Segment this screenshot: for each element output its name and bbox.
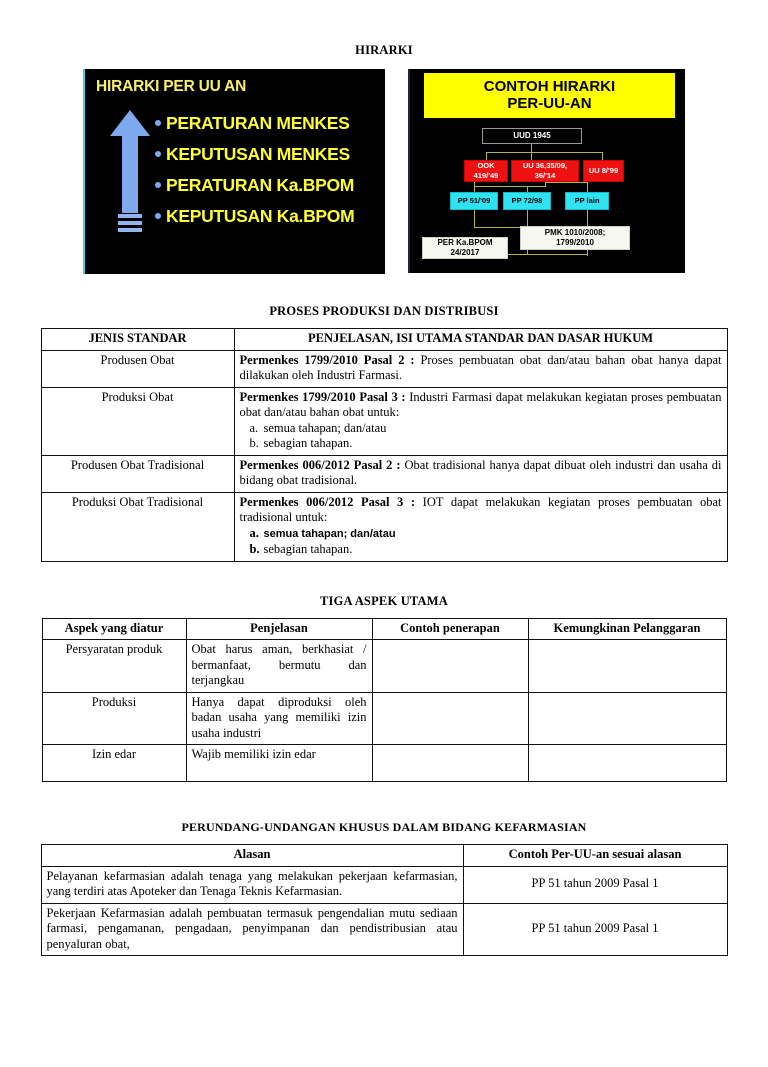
slide-right-title-line1: CONTOH HIRARKI <box>483 78 616 95</box>
table-perundang-undangan <box>41 844 728 956</box>
cell-jenis-standar: Produksi Obat Tradisional <box>41 492 234 561</box>
table-row <box>42 745 726 782</box>
cell-alasan: Pelayanan kefarmasian adalah tenaga yang melakukan pekerjaan kefarmasian, yang terdiri atas Apoteker dan Tenaga Teknis Kefarmasian. <box>41 866 463 903</box>
cell-lead: Permenkes 1799/2010 Pasal 2 : <box>239 352 415 367</box>
slide-images-row <box>0 69 768 284</box>
cell-body: Industri Farmasi dapat melakukan kegiatan proses pembuatan obat dan/atau bahan obat untuk: <box>239 389 722 419</box>
list-text: semua tahapan; dan/atau <box>263 527 396 540</box>
bullet-dot-icon <box>155 213 161 219</box>
bullet-label: KEPUTUSAN MENKES <box>166 144 350 164</box>
slide-hirarki-per-uu-an <box>83 69 385 274</box>
cell-penjelasan <box>234 455 727 492</box>
cell-lead: Permenkes 1799/2010 Pasal 3 : <box>239 389 406 404</box>
cell-contoh-penerapan <box>372 745 528 782</box>
cell-jenis-standar: Produsen Obat <box>41 350 234 387</box>
table-header-row <box>41 329 727 351</box>
table-row <box>42 640 726 693</box>
cell-kemungkinan-pelanggaran <box>528 640 726 693</box>
list-marker: b. <box>249 542 260 556</box>
column-header-aspek: Aspek yang diatur <box>42 618 186 640</box>
table-tiga-aspek <box>42 618 727 783</box>
cell-sublist <box>240 526 722 558</box>
diagram-node-uud: UUD 1945 <box>482 128 582 144</box>
slide-right-title-line2: PER-UU-AN <box>507 95 592 112</box>
bullet-label: KEPUTUSAN Ka.BPOM <box>166 206 355 226</box>
cell-penjelasan <box>234 387 727 455</box>
table-header-row <box>41 845 727 867</box>
slide-left-body <box>85 108 385 232</box>
bullet-dot-icon <box>155 151 161 157</box>
cell-penjelasan <box>234 492 727 561</box>
perundang-undangan-heading: PERUNDANG-UNDANGAN KHUSUS DALAM BIDANG KEFARMASIAN <box>181 820 587 834</box>
table-row <box>42 692 726 745</box>
diagram-node-uu-36: UU 36,35/09, 36/'14 <box>511 160 579 182</box>
diagram-node-pp-51: PP 51/'09 <box>450 192 498 210</box>
cell-aspek: Persyaratan produk <box>42 640 186 693</box>
table-row <box>41 866 727 903</box>
cell-penjelasan: Wajib memiliki izin edar <box>186 745 372 782</box>
cell-penjelasan <box>234 350 727 387</box>
list-marker: b. <box>249 436 259 450</box>
table-header-row <box>42 618 726 640</box>
document-page <box>0 43 768 1067</box>
list-item <box>155 201 385 232</box>
bullet-dot-icon <box>155 120 161 126</box>
column-header-alasan: Alasan <box>41 845 463 867</box>
list-item <box>155 170 385 201</box>
cell-body: Obat tradisional hanya dapat dibuat oleh industri dan usaha di bidang obat tradisional. <box>239 457 722 487</box>
cell-penjelasan: Hanya dapat diproduksi oleh badan usaha yang memiliki izin usaha industri <box>186 692 372 745</box>
proses-produksi-heading: PROSES PRODUKSI DAN DISTRIBUSI <box>269 304 499 318</box>
diagram-node-ook: OOK 419/'49 <box>464 160 508 182</box>
table-row <box>41 903 727 956</box>
cell-penjelasan: Obat harus aman, berkhasiat / bermanfaat, bermutu dan terjangkau <box>186 640 372 693</box>
list-item <box>155 139 385 170</box>
diagram-node-pp-lain: PP lain <box>565 192 609 210</box>
cell-contoh-penerapan <box>372 692 528 745</box>
table-row <box>41 455 727 492</box>
list-item <box>240 421 722 437</box>
list-item <box>240 542 722 558</box>
slide-left-title: HIRARKI PER UU AN <box>96 78 247 95</box>
column-header-penjelasan: PENJELASAN, ISI UTAMA STANDAR DAN DASAR HUKUM <box>234 329 727 351</box>
cell-alasan: Pekerjaan Kefarmasian adalah pembuatan termasuk pengendalian mutu sediaan farmasi, pengamanan, pengadaan, penyimpanan dan pendistribusian atau penyaluran obat, <box>41 903 463 956</box>
cell-body: Proses pembuatan obat dan/atau bahan obat hanya dapat dilakukan oleh Industri Farmasi. <box>239 352 722 382</box>
list-text: sebagian tahapan. <box>263 542 353 556</box>
column-header-contoh-penerapan: Contoh penerapan <box>372 618 528 640</box>
cell-contoh: PP 51 tahun 2009 Pasal 1 <box>463 866 727 903</box>
cell-kemungkinan-pelanggaran <box>528 745 726 782</box>
column-header-kemungkinan-pelanggaran: Kemungkinan Pelanggaran <box>528 618 726 640</box>
diagram-node-pp-72: PP 72/98 <box>503 192 551 210</box>
hirarki-heading: HIRARKI <box>355 43 413 57</box>
table-row <box>41 350 727 387</box>
list-item <box>155 108 385 139</box>
column-header-contoh-per-uu-an: Contoh Per-UU-an sesuai alasan <box>463 845 727 867</box>
list-text: semua tahapan; dan/atau <box>263 420 387 435</box>
slide-right-title-banner <box>424 73 675 118</box>
diagram-node-pmk: PMK 1010/2008; 1799/2010 <box>520 226 630 250</box>
cell-contoh-penerapan <box>372 640 528 693</box>
diagram-node-uu-8: UU 8/'99 <box>583 160 624 182</box>
cell-jenis-standar: Produsen Obat Tradisional <box>41 455 234 492</box>
bullet-label: PERATURAN Ka.BPOM <box>166 175 355 195</box>
cell-kemungkinan-pelanggaran <box>528 692 726 745</box>
table-proses-produksi <box>41 328 728 562</box>
column-header-jenis-standar: JENIS STANDAR <box>41 329 234 351</box>
list-item <box>240 436 722 452</box>
cell-lead: Permenkes 006/2012 Pasal 2 : <box>239 457 401 472</box>
bullet-dot-icon <box>155 182 161 188</box>
list-text: sebagian tahapan. <box>263 436 353 450</box>
cell-contoh: PP 51 tahun 2009 Pasal 1 <box>463 903 727 956</box>
cell-aspek: Produksi <box>42 692 186 745</box>
hierarchy-diagram <box>410 122 685 268</box>
tiga-aspek-heading: TIGA ASPEK UTAMA <box>320 593 448 608</box>
slide-contoh-hirarki <box>408 69 685 273</box>
list-marker: a. <box>249 420 259 435</box>
list-marker: a. <box>249 525 259 540</box>
bullet-label: PERATURAN MENKES <box>166 113 350 133</box>
up-arrow-icon <box>110 110 150 238</box>
cell-jenis-standar: Produksi Obat <box>41 387 234 455</box>
cell-aspek: Izin edar <box>42 745 186 782</box>
cell-body: IOT dapat melakukan kegiatan proses pembuatan obat tradisional untuk: <box>239 494 722 524</box>
cell-sublist <box>240 421 722 452</box>
cell-lead: Permenkes 006/2012 Pasal 3 : <box>239 494 416 509</box>
list-item <box>240 526 722 543</box>
table-row <box>41 492 727 561</box>
diagram-node-per-ka-bpom: PER Ka.BPOM 24/2017 <box>422 237 508 259</box>
column-header-penjelasan: Penjelasan <box>186 618 372 640</box>
table-row <box>41 387 727 455</box>
